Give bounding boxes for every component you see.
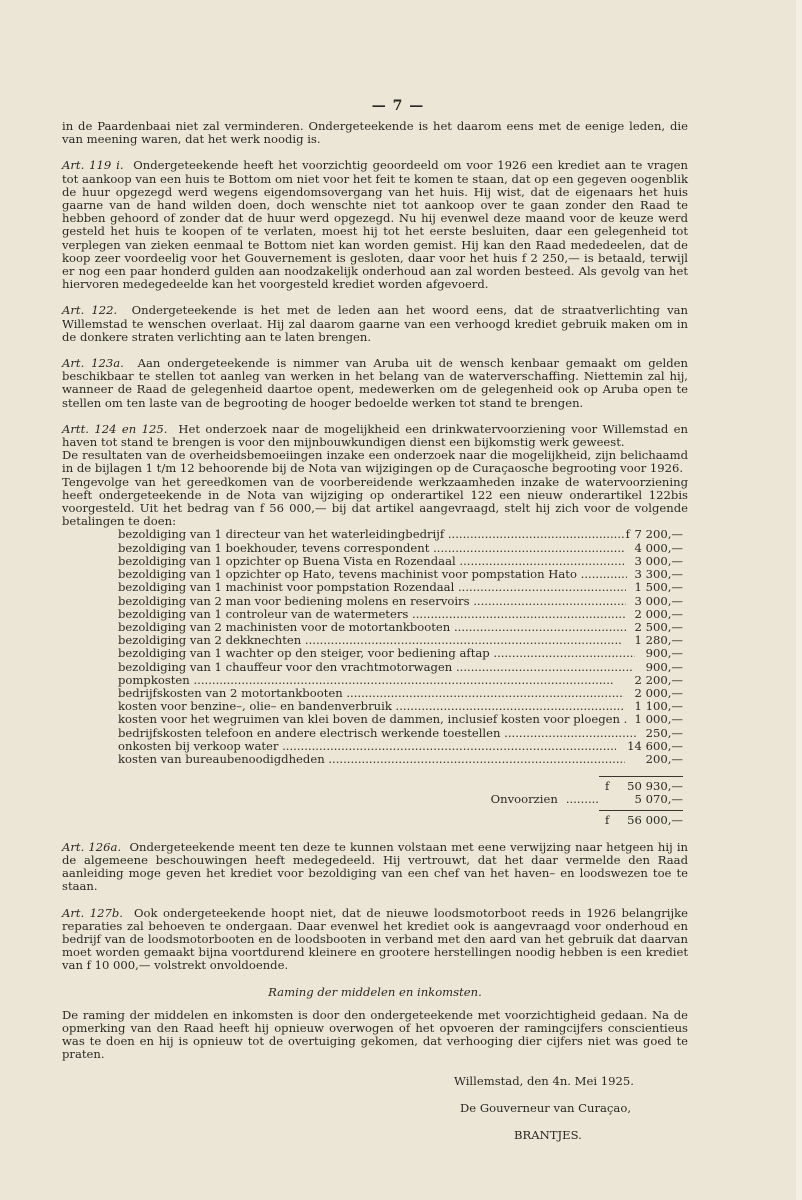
cost-amount: 250,— bbox=[645, 725, 683, 740]
cost-row bbox=[118, 687, 683, 700]
paragraph-intro: in de Paardenbaai niet zal verminderen. Ondergeteekende is het daarom eens met de eenige leden, die van meening waren, dat het werk noodig is. bbox=[62, 119, 688, 147]
cost-label: bezoldiging van 1 opzichter op Hato, tevens machinist voor pompstation Hato ..... bbox=[118, 568, 627, 581]
currency bbox=[626, 581, 635, 594]
cost-amount: 2 000,— bbox=[634, 606, 683, 621]
article-text: Ondergeteekende is het met de leden aan het woord eens, dat de straatverlichting van Willemstad te wenschen overlaat. Hij zal daarom gaarne van een verhoogd krediet gebruik maken om in de donkere straten verlichting aan te laten brengen. bbox=[62, 303, 689, 344]
currency bbox=[624, 687, 634, 700]
currency: f bbox=[625, 527, 630, 542]
cost-row bbox=[118, 647, 683, 660]
cost-amount: 200,— bbox=[645, 751, 683, 766]
cost-label: bezoldiging van 1 controleur van de watermeters ..... bbox=[118, 608, 625, 621]
article-label: Art. 119 i. bbox=[62, 158, 124, 173]
paragraph-consequence: Tengevolge van het gereedkomen van de voorbereidende werkzaamheden inzake de watervoorziening heeft ondergeteekende in de Nota van wijziging op onderartikel 122 een nieuw onderartikel 122bis voorgesteld. Uit het bedrag van f 56 000,— bij dat artikel aangevraagd, stelt hij zich voor de volgende betalingen te doen: bbox=[62, 474, 688, 529]
article-label: Art. 122. bbox=[62, 303, 118, 318]
total-amount: 56 000,— bbox=[627, 812, 683, 827]
article-label: Art. 126a. bbox=[62, 839, 122, 854]
currency bbox=[635, 647, 644, 660]
cost-row bbox=[118, 595, 683, 608]
paragraph-raming: De raming der middelen en inkomsten is door den ondergeteekende met voorzichtigheid gedaan. Na de opmerking van den Raad heeft hij opnieuw overwogen of het opvoeren der ramingcijfers conscientieus was te doen en hij is opnieuw tot de overtuiging gekomen, dat verhooging dier cijfers niet was goed te praten. bbox=[62, 1007, 688, 1062]
currency bbox=[627, 568, 635, 581]
cost-amount: 7 200,— bbox=[634, 527, 683, 542]
currency bbox=[626, 555, 635, 568]
unforeseen-row: Onvoorzien ......... 5 070,— bbox=[490, 792, 683, 807]
cost-amount: 3 300,— bbox=[634, 567, 683, 582]
currency bbox=[625, 542, 634, 555]
cost-row bbox=[118, 634, 683, 647]
subtotal-amount: 50 930,— bbox=[627, 779, 683, 794]
cost-row bbox=[118, 542, 683, 555]
cost-label: onkosten bij verkoop water ..... bbox=[118, 740, 616, 753]
cost-amount: 1 280,— bbox=[634, 633, 683, 648]
cost-row bbox=[118, 700, 683, 713]
cost-amount: 1 100,— bbox=[634, 699, 683, 714]
cost-label: bezoldiging van 1 boekhouder, tevens correspondent ..... bbox=[118, 542, 625, 555]
cost-amount: 14 600,— bbox=[627, 738, 683, 753]
unforeseen-amount: 5 070,— bbox=[634, 792, 683, 807]
article-label: Artt. 124 en 125. bbox=[62, 421, 168, 436]
total-row bbox=[118, 814, 683, 827]
cost-label: bezoldiging van 1 machinist voor pompstation Rozendaal ..... bbox=[118, 581, 626, 594]
cost-label: bezoldiging van 2 man voor bediening molens en reservoirs ..... bbox=[118, 595, 626, 608]
cost-amount: 3 000,— bbox=[634, 553, 683, 568]
signature-title: De Gouverneur van Curaçao, bbox=[460, 1100, 632, 1115]
cost-label: bedrijfskosten telefoon en andere electrisch werkende toestellen ..... bbox=[118, 727, 636, 740]
cost-label: kosten van bureaubenoodigdheden ..... bbox=[118, 753, 625, 766]
cost-label: kosten voor benzine–, olie– en bandenverbruik ..... bbox=[118, 700, 625, 713]
signature-place-date: Willemstad, den 4n. Mei 1925. bbox=[454, 1073, 634, 1088]
article-text: Ook ondergeteekende hoopt niet, dat de nieuwe loodsmotorboot reeds in 1926 belangrijke reparaties zal behoeven te ondergaan. Daar evenwel het krediet ook is aangevraagd voor onderhoud en bedrijf van de loodsmotorbooten en de loodsbooten in verband met den aard van het gebruik dat daarvan moet worden gemaakt bijna voortdurend kleinere en grootere herstellingen noodig hebben is een krediet van f 10 000,— volstrekt onvoldoende. bbox=[62, 905, 688, 973]
cost-amount: 1 000,— bbox=[634, 712, 683, 727]
cost-row bbox=[118, 753, 683, 766]
cost-label: bezoldiging van 2 dekknechten ..... bbox=[118, 634, 623, 647]
cost-table bbox=[118, 528, 683, 766]
section-heading: Raming der middelen en inkomsten. bbox=[268, 984, 482, 999]
cost-row bbox=[118, 661, 683, 674]
cost-row bbox=[118, 581, 683, 594]
cost-row bbox=[118, 740, 683, 753]
paragraph-art-126a bbox=[62, 841, 688, 894]
article-text: Ondergeteekende meent ten deze te kunnen volstaan met eene verwijzing naar hetgeen hij in de algemeene beschouwingen heeft medegedeeld. Hij vertrouwt, dat het daar vermelde den Raad aanleiding moge geven het krediet voor bezoldiging van een chef van het haven– en loodswezen toe te staan. bbox=[62, 839, 689, 894]
currency: f bbox=[605, 812, 610, 827]
signature-name: BRANTJES. bbox=[514, 1128, 582, 1142]
currency bbox=[625, 608, 634, 621]
cost-row bbox=[118, 621, 683, 634]
currency bbox=[625, 700, 634, 713]
cost-label: bedrijfskosten van 2 motortankbooten ..... bbox=[118, 687, 624, 700]
sum-rule bbox=[599, 776, 683, 777]
cost-amount: 2 500,— bbox=[634, 619, 683, 634]
paragraph-art-122 bbox=[62, 304, 688, 344]
unforeseen-label: Onvoorzien bbox=[490, 792, 558, 807]
cost-amount: 2 200,— bbox=[634, 672, 683, 687]
cost-label: kosten voor het wegruimen van klei boven de dammen, inclusief kosten voor ploegen ..... bbox=[118, 713, 627, 726]
cost-row bbox=[118, 528, 683, 541]
currency bbox=[625, 753, 635, 766]
article-label: Art. 123a. bbox=[62, 356, 124, 371]
article-text: Het onderzoek naar de mogelijkheid een drinkwatervoorziening voor Willemstad en haven tot stand te brengen is voor den mijnbouwkundigen dienst een bijkomstig werk geweest. bbox=[62, 421, 689, 450]
article-text: Ondergeteekende heeft het voorzichtig geoordeeld om voor 1926 een krediet aan te vragen tot aankoop van een huis te Bottom om niet voor het feit te komen te staan, dat op een gegeven oogenblik de huur opgezegd werd wegens eigendomsovergang van het huis. Hij wist, dat de eigenaars het huis gaarne van de hand wilden doen, doch wenschte niet tot aankoop over te gaan zonder den Raad te hebben gehoord of zonder dat de huur werd opgezegd. Nu hij evenwel deze maand voor de keuze werd gesteld het huis te koopen of te verlaten, moest hij tot het eerste besluiten, daar een gelegenheid tot verplegen van zieken eenmaal te Bottom niet kan worden gemist. Hij kan den Raad mededeelen, dat de koop zeer voordeelig voor het Gouvernement is gesloten, daar voor het huis f 2 250,— is betaald, terwijl er nog een paar honderd gulden aan noodzakelijk onderhoud aan zal worden besteed. Als gevolg van het hiervoren medegedeelde kan het voorgesteld krediet worden afgevoerd. bbox=[62, 158, 688, 292]
cost-amount: 3 000,— bbox=[634, 593, 683, 608]
article-label: Art. 127b. bbox=[62, 905, 123, 920]
currency bbox=[626, 621, 635, 634]
currency bbox=[623, 634, 634, 647]
currency bbox=[627, 713, 634, 726]
cost-row bbox=[118, 608, 683, 621]
cost-amount: 900,— bbox=[645, 646, 683, 661]
cost-label: bezoldiging van 1 chauffeur voor den vrachtmotorwagen ..... bbox=[118, 661, 633, 674]
cost-label: bezoldiging van 2 machinisten voor de motortankbooten ..... bbox=[118, 621, 626, 634]
cost-row bbox=[118, 727, 683, 740]
currency bbox=[636, 727, 644, 740]
cost-label: bezoldiging van 1 opzichter op Buena Vista en Rozendaal ..... bbox=[118, 555, 626, 568]
cost-label: bezoldiging van 1 directeur van het waterleidingbedrijf ..... bbox=[118, 528, 626, 541]
cost-label: bezoldiging van 1 wachter op den steiger, voor bediening aftap ..... bbox=[118, 647, 635, 660]
cost-row bbox=[118, 568, 683, 581]
currency: f bbox=[605, 779, 610, 794]
cost-amount: 2 000,— bbox=[634, 685, 683, 700]
paragraph-art-127b bbox=[62, 907, 688, 973]
paragraph-results: De resultaten van de overheidsbemoeiingen inzake een onderzoek naar die mogelijkheid, zijn belichaamd in de bijlagen 1 t/m 12 behoorende bij de Nota van wijzigingen op de Curaçaosche begrooting voor 1926. bbox=[62, 448, 688, 476]
page-number: — 7 — bbox=[371, 98, 425, 114]
cost-row bbox=[118, 555, 683, 568]
paragraph-art-124-125 bbox=[62, 423, 688, 449]
document-body bbox=[62, 120, 688, 1142]
cost-label: pompkosten ..... bbox=[118, 674, 613, 687]
currency bbox=[616, 740, 627, 753]
totals-block bbox=[118, 776, 683, 827]
cost-row bbox=[118, 674, 683, 687]
cost-amount: 1 500,— bbox=[634, 580, 683, 595]
currency bbox=[633, 661, 642, 674]
cost-amount: 4 000,— bbox=[634, 540, 683, 555]
cost-row bbox=[118, 713, 683, 726]
paragraph-art-119i bbox=[62, 159, 688, 291]
currency bbox=[626, 595, 635, 608]
currency bbox=[613, 674, 626, 687]
paragraph-art-123a bbox=[62, 357, 688, 410]
sum-rule bbox=[599, 810, 683, 811]
cost-amount: 900,— bbox=[645, 659, 683, 674]
article-text: Aan ondergeteekende is nimmer van Aruba uit de wensch kenbaar gemaakt om gelden beschikbaar te stellen tot aanleg van werken in het belang van de waterverschaffing. Niettemin zal hij, wanneer de Raad de gelegenheid daartoe opent, medewerken om de gelegenheid ook op Aruba open te stellen om ten laste van de begrooting de hooger bedoelde werken tot stand te brengen. bbox=[62, 356, 688, 410]
